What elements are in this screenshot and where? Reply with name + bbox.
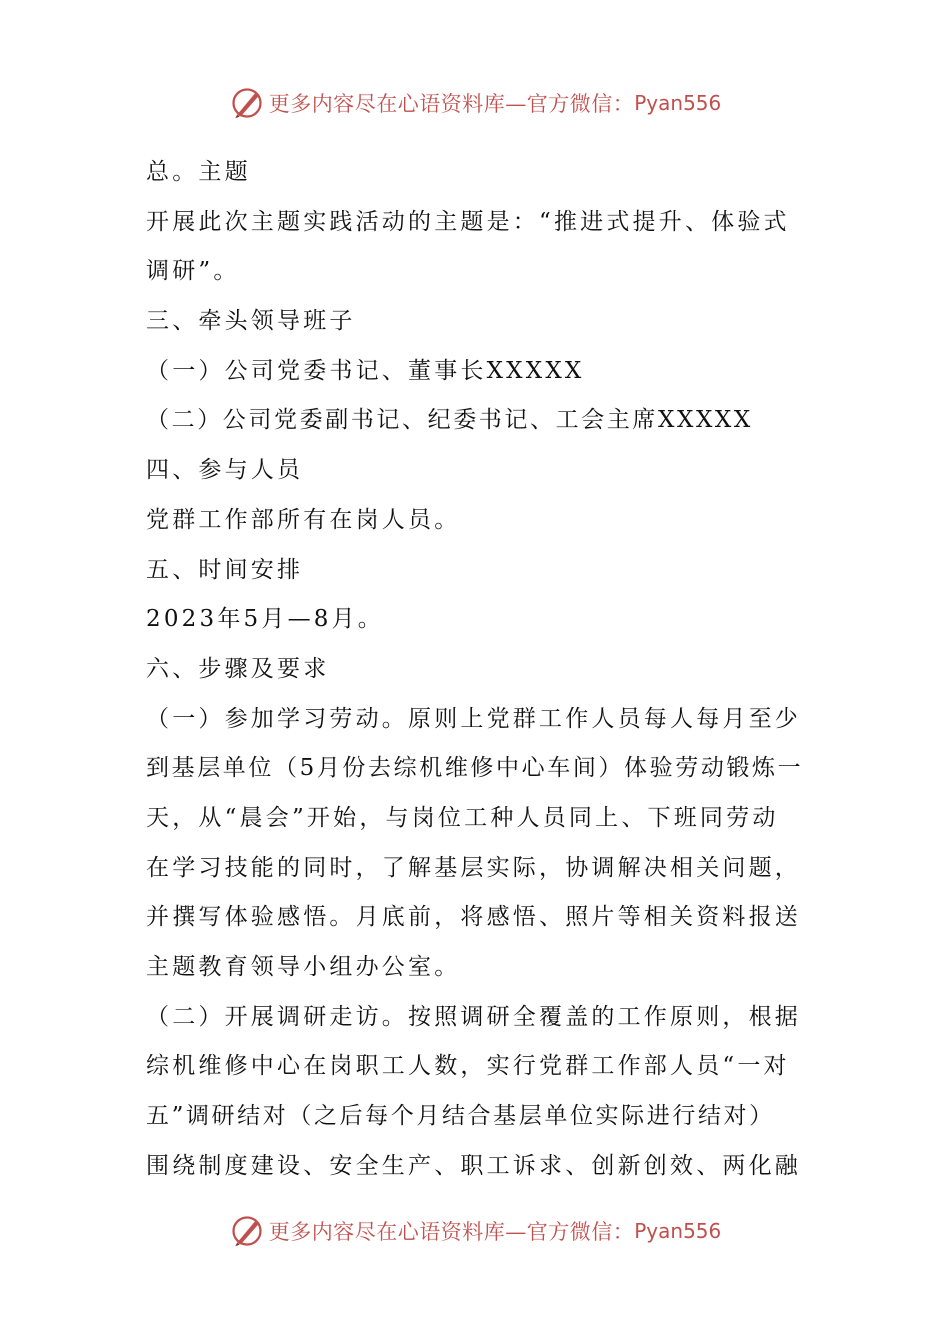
text-line: （一）公司党委书记、董事长XXXXX: [146, 357, 585, 384]
watermark-text: 更多内容尽在心语资料库—官方微信：: [268, 92, 635, 116]
text-line: 综机维修中心在岗职工人数，实行党群工作部人员“一对: [146, 1053, 790, 1080]
text-line: 2023年5月—8月。: [146, 606, 384, 633]
text-line: 主题教育领导小组办公室。: [146, 954, 461, 980]
watermark-text: 更多内容尽在心语资料库—官方微信：: [268, 1220, 635, 1244]
text-line: 党群工作部所有在岗人员。: [146, 506, 461, 533]
watermark-handle: Pyan556: [634, 1219, 722, 1243]
text-line: 调研”。: [146, 258, 240, 285]
text-line: 围绕制度建设、安全生产、职工诉求、创新创效、两化融: [146, 1152, 801, 1179]
text-line: （一）参加学习劳动。原则上党群工作人员每人每月至少: [146, 705, 801, 732]
text-line: 在学习技能的同时，了解基层实际，协调解决相关问题，: [146, 854, 801, 881]
watermark-header: [0, 85, 950, 121]
text-line: 天，从“晨会”开始，与岗位工种人员同上、下班同劳动: [146, 804, 779, 831]
text-line: 总。主题: [146, 159, 251, 185]
watermark-footer: [0, 1213, 950, 1249]
text-line: （二）公司党委副书记、纪委书记、工会主席XXXXX: [146, 407, 753, 434]
section-heading: 三、牵头领导班子: [146, 308, 356, 335]
document-body: [146, 148, 806, 1191]
section-heading: 四、参与人员: [146, 457, 304, 484]
text-line: （二）开展调研走访。按照调研全覆盖的工作原则，根据: [146, 1003, 801, 1030]
text-line: 并撰写体验感悟。月底前，将感悟、照片等相关资料报送: [146, 904, 801, 931]
section-heading: 六、步骤及要求: [146, 655, 330, 682]
watermark-handle: Pyan556: [634, 91, 722, 115]
section-heading: 五、时间安排: [146, 556, 304, 583]
text-line: 五”调研结对（之后每个月结合基层单位实际进行结对）: [146, 1103, 775, 1130]
pen-logo-icon: [229, 85, 265, 121]
pen-logo-icon: [229, 1213, 265, 1249]
text-line: 到基层单位（5月份去综机维修中心车间）体验劳动锻炼一: [146, 755, 804, 782]
text-line: 开展此次主题实践活动的主题是：“推进式提升、体验式: [146, 208, 790, 235]
